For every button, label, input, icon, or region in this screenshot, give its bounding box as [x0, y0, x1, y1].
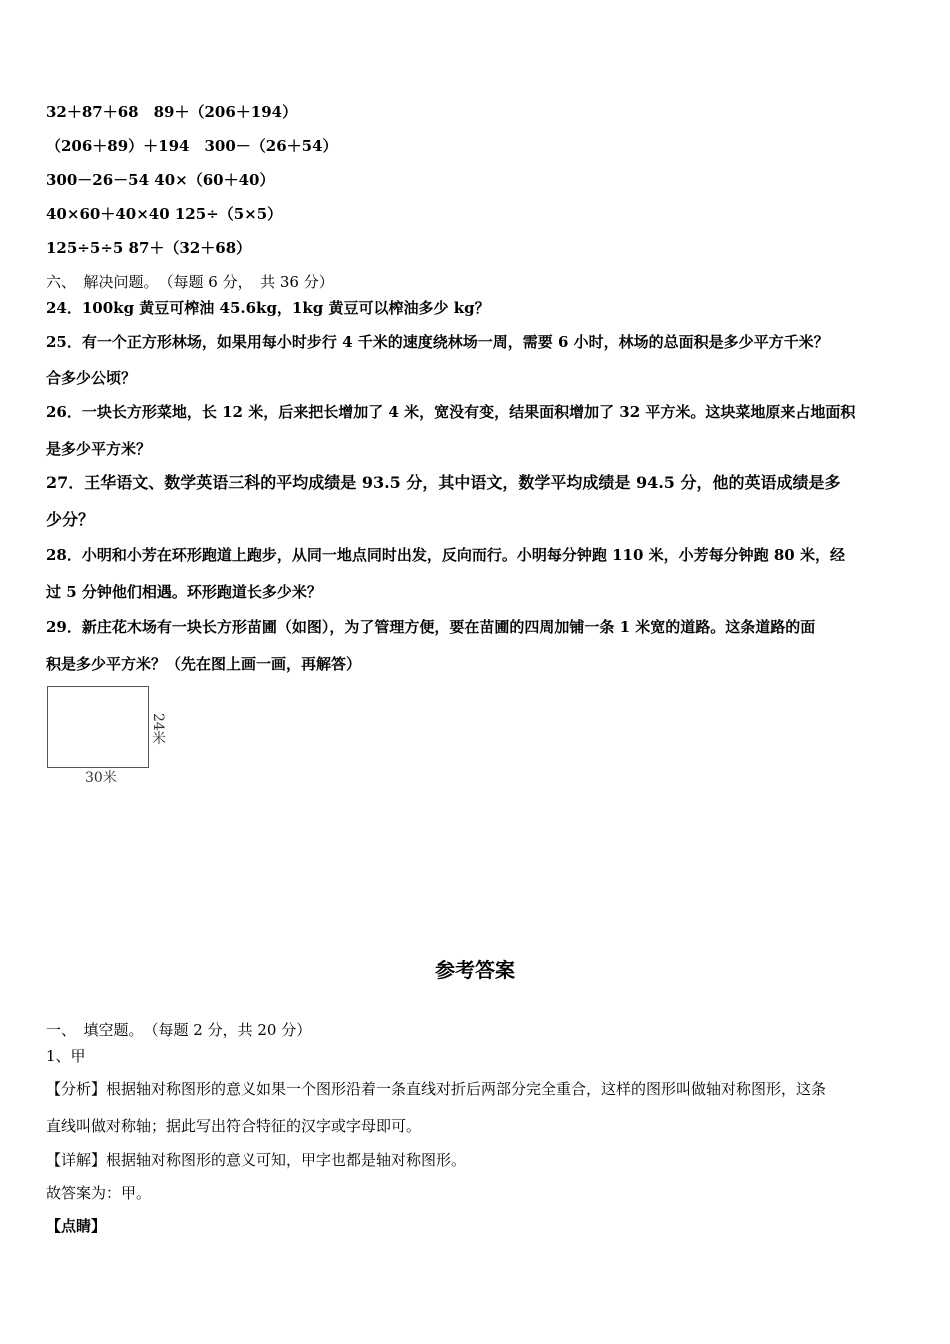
conclusion-line: 故答案为：甲。	[46, 1184, 152, 1202]
answers-section-1-heading: 一、 填空题。 （每题 2 分，共 20 分）	[46, 1021, 312, 1039]
question-26-line-2: 是多少平方米？	[46, 440, 152, 458]
comment-label: 【点睛】	[46, 1217, 107, 1235]
question-29-line-2: 积是多少平方米？（先在图上画一画，再解答）	[46, 655, 362, 673]
detail-line: 【详解】根据轴对称图形的意义可知，甲字也都是轴对称图形。	[46, 1151, 467, 1169]
question-25-line-2: 合多少公顷？	[46, 369, 137, 387]
question-28-line-2: 过 5 分钟他们相遇。环形跑道长多少米？	[46, 583, 322, 601]
figure-side-label: 24米	[150, 713, 166, 745]
calc-line-2: （206＋89）＋194 300－（26＋54）	[46, 137, 338, 155]
section-6-heading: 六、 解决问题。 （每题 6 分， 共 36 分）	[46, 273, 334, 291]
calc-line-5: 125÷5÷5 87＋（32＋68）	[46, 239, 252, 257]
calc-line-3: 300－26－54 40×（60＋40）	[46, 171, 275, 189]
question-29-line-1: 29．新庄花木场有一块长方形苗圃（如图），为了管理方便，要在苗圃的四周加铺一条 1 米宽的道路。这条道路的面	[46, 618, 816, 636]
analysis-line-1: 【分析】根据轴对称图形的意义如果一个图形沿着一条直线对折后两部分完全重合，这样的图形叫做轴对称图形，这条	[46, 1080, 827, 1098]
question-26-line-1: 26．一块长方形菜地，长 12 米，后来把长增加了 4 米，宽没有变，结果面积增加了 32 平方米。这块菜地原来占地面积	[46, 403, 856, 421]
question-28-line-1: 28．小明和小芳在环形跑道上跑步，从同一地点同时出发，反向而行。小明每分钟跑 110 米，小芳每分钟跑 80 米，经	[46, 546, 845, 564]
calc-line-1: 32＋87＋68 89＋（206＋194）	[46, 103, 298, 121]
figure-bottom-label: 30米	[85, 770, 117, 786]
nursery-rectangle-figure	[47, 686, 149, 768]
question-27-line-1: 27．王华语文、数学英语三科的平均成绩是 93.5 分，其中语文，数学平均成绩是 94.5 分，他的英语成绩是多	[46, 473, 841, 492]
question-27-line-2: 少分？	[46, 510, 95, 529]
question-25-line-1: 25．有一个正方形林场，如果用每小时步行 4 千米的速度绕林场一周，需要 6 小时，林场的总面积是多少平方千米？	[46, 333, 829, 351]
calc-line-4: 40×60＋40×40 125÷（5×5）	[46, 205, 283, 223]
question-24: 24．100kg 黄豆可榨油 45.6kg，1kg 黄豆可以榨油多少 kg？	[46, 299, 490, 317]
analysis-line-2: 直线叫做对称轴；据此写出符合特征的汉字或字母即可。	[46, 1117, 422, 1135]
answers-title: 参考答案	[435, 958, 515, 982]
answer-item-1: 1、甲	[46, 1047, 86, 1065]
